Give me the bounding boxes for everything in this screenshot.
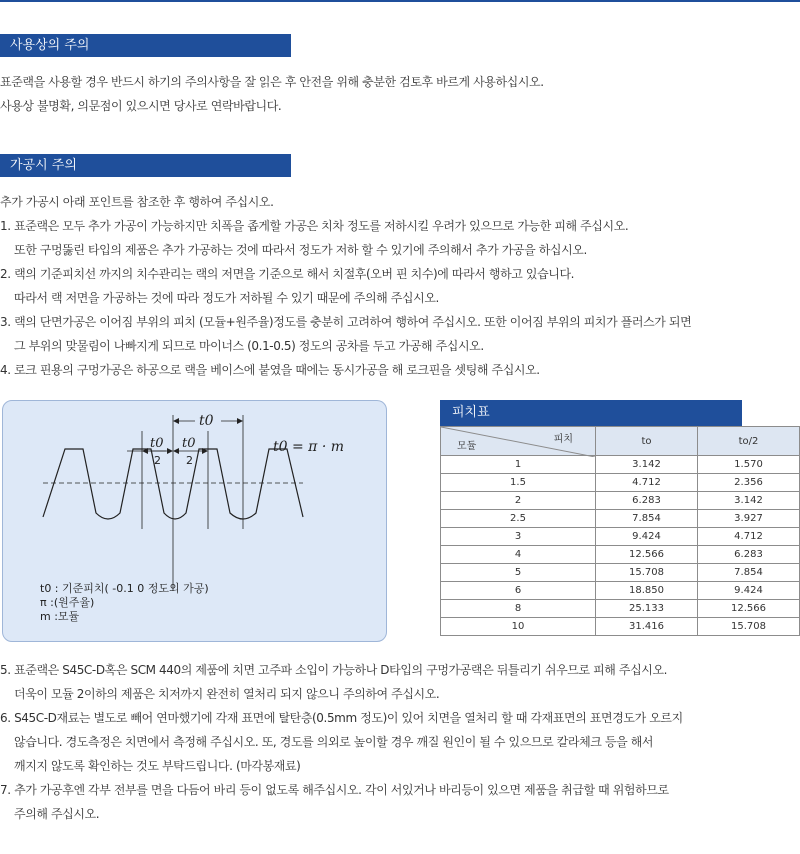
machining-line: 4. 로크 핀용의 구멍가공은 하공으로 랙을 베이스에 붙였을 때에는 동시가공을 해 로크핀을 셋팅해 주십시오. bbox=[0, 363, 540, 377]
t0-half-cell: 9.424 bbox=[698, 582, 800, 600]
legend-item: m :모듈 bbox=[40, 610, 80, 623]
top-rule bbox=[0, 0, 800, 2]
t0-cell: 25.133 bbox=[596, 600, 698, 618]
table-row bbox=[441, 600, 800, 618]
module-cell: 3 bbox=[441, 528, 596, 546]
section-title-usage-caution: 사용상의 주의 bbox=[0, 34, 291, 57]
header-module-label: 모듈 bbox=[457, 441, 477, 452]
table-row bbox=[441, 618, 800, 636]
module-cell: 10 bbox=[441, 618, 596, 636]
pitch-table-body bbox=[441, 456, 800, 636]
t0-cell: 7.854 bbox=[596, 510, 698, 528]
caution-line: 깨지지 않도록 확인하는 것도 부탁드립니다. (마각봉재료) bbox=[14, 759, 301, 773]
t0-cell: 15.708 bbox=[596, 564, 698, 582]
section-title-machining-caution: 가공시 주의 bbox=[0, 154, 291, 177]
machining-line: 3. 랙의 단면가공은 이어짐 부위의 피치 (모듈+원주율)정도를 충분히 고려하여 행하여 주십시오. 또한 이어짐 부위의 피치가 플러스가 되면 bbox=[0, 315, 692, 329]
module-cell: 1 bbox=[441, 456, 596, 474]
pitch-table-header-row bbox=[441, 427, 800, 456]
usage-caution-text bbox=[0, 70, 544, 118]
t0-cell: 3.142 bbox=[596, 456, 698, 474]
diagram-legend bbox=[40, 582, 209, 624]
caution-line: 주의해 주십시오. bbox=[14, 807, 100, 821]
t0-label: t0 bbox=[199, 413, 214, 429]
t0-cell: 18.850 bbox=[596, 582, 698, 600]
t0-half-cell: 15.708 bbox=[698, 618, 800, 636]
machining-line: 따라서 랙 저면을 가공하는 것에 따라 정도가 저하될 수 있기 때문에 주의해 주십시오. bbox=[14, 291, 439, 305]
legend-item: π :(원주율) bbox=[40, 596, 95, 609]
t0-cell: 6.283 bbox=[596, 492, 698, 510]
half-pitch-label-left: t0 bbox=[150, 436, 164, 451]
usage-line: 표준랙을 사용할 경우 반드시 하기의 주의사항을 잘 읽은 후 안전을 위해 충분한 검토후 바르게 사용하십시오. bbox=[0, 75, 544, 89]
table-row bbox=[441, 564, 800, 582]
half-pitch-den-left: 2 bbox=[154, 454, 161, 467]
half-pitch-label-right: t0 bbox=[182, 436, 196, 451]
t0-half-cell: 6.283 bbox=[698, 546, 800, 564]
t0-half-cell: 7.854 bbox=[698, 564, 800, 582]
legend-item: t0 : 기준피치( -0.1 0 정도의 가공) bbox=[40, 582, 209, 595]
table-row bbox=[441, 474, 800, 492]
machining-line: 그 부위의 맞물림이 나빠지게 되므로 마이너스 (0.1-0.5) 정도의 공차를 두고 가공해 주십시오. bbox=[14, 339, 484, 353]
t0-half-cell: 3.142 bbox=[698, 492, 800, 510]
caution-line: 5. 표준랙은 S45C-D혹은 SCM 440의 제품에 치면 고주파 소입이 가능하나 D타입의 구멍가공랙은 뒤틀리기 쉬우므로 피해 주십시오. bbox=[0, 663, 668, 677]
header-t0-half: to/2 bbox=[698, 427, 800, 456]
machining-line: 또한 구멍뚫린 타입의 제품은 추가 가공하는 것에 따라서 정도가 저하 할 수 있기에 주의해서 추가 가공을 하십시오. bbox=[14, 243, 587, 257]
module-cell: 5 bbox=[441, 564, 596, 582]
header-module-pitch bbox=[441, 427, 596, 456]
header-pitch-label: 피치 bbox=[553, 434, 573, 445]
t0-half-cell: 12.566 bbox=[698, 600, 800, 618]
caution-line: 더욱이 모듈 2이하의 제품은 치저까지 완전히 열처리 되지 않으니 주의하여 주십시오. bbox=[14, 687, 440, 701]
table-row bbox=[441, 528, 800, 546]
caution-line: 6. S45C-D재료는 별도로 빼어 연마했기에 각재 표면에 탈탄층(0.5mm 정도)이 있어 치면을 열처리 할 때 각재표면의 표면경도가 오르지 bbox=[0, 711, 683, 725]
module-cell: 8 bbox=[441, 600, 596, 618]
machining-line: 추가 가공시 아래 포인트를 참조한 후 행하여 주십시오. bbox=[0, 195, 274, 209]
module-cell: 6 bbox=[441, 582, 596, 600]
machining-line: 2. 랙의 기준피치선 까지의 치수관리는 랙의 저면을 기준으로 해서 치절후(오버 핀 치수)에 따라서 행하고 있습니다. bbox=[0, 267, 575, 281]
table-row bbox=[441, 510, 800, 528]
table-row bbox=[441, 456, 800, 474]
t0-cell: 12.566 bbox=[596, 546, 698, 564]
pitch-formula: t0 = π · m bbox=[273, 439, 344, 455]
module-cell: 4 bbox=[441, 546, 596, 564]
pitch-table bbox=[440, 426, 800, 636]
t0-half-cell: 1.570 bbox=[698, 456, 800, 474]
table-row bbox=[441, 492, 800, 510]
t0-cell: 4.712 bbox=[596, 474, 698, 492]
caution-line: 않습니다. 경도측정은 치면에서 측정해 주십시오. 또, 경도를 의외로 높이할 경우 깨질 원인이 될 수 있으므로 칼라체크 등을 해서 bbox=[14, 735, 654, 749]
t0-half-cell: 2.356 bbox=[698, 474, 800, 492]
pitch-table-title: 피치표 bbox=[440, 400, 742, 426]
table-row bbox=[441, 582, 800, 600]
t0-half-cell: 3.927 bbox=[698, 510, 800, 528]
t0-half-cell: 4.712 bbox=[698, 528, 800, 546]
machining-line: 1. 표준랙은 모두 추가 가공이 가능하지만 치폭을 좁게할 가공은 치차 정도를 저하시킬 우려가 있으므로 가능한 피해 주십시오. bbox=[0, 219, 629, 233]
machining-caution-text bbox=[0, 190, 691, 382]
module-cell: 1.5 bbox=[441, 474, 596, 492]
t0-cell: 9.424 bbox=[596, 528, 698, 546]
t0-cell: 31.416 bbox=[596, 618, 698, 636]
header-t0: to bbox=[596, 427, 698, 456]
half-pitch-den-right: 2 bbox=[186, 454, 193, 467]
caution-line: 7. 추가 가공후엔 각부 전부를 면을 다듬어 바리 등이 없도록 해주십시오. 각이 서있거나 바리등이 있으면 제품을 취급할 때 위험하므로 bbox=[0, 783, 669, 797]
module-cell: 2.5 bbox=[441, 510, 596, 528]
module-cell: 2 bbox=[441, 492, 596, 510]
heat-treatment-caution-text bbox=[0, 658, 683, 826]
table-row bbox=[441, 546, 800, 564]
usage-line: 사용상 불명확, 의문점이 있으시면 당사로 연락바랍니다. bbox=[0, 99, 282, 113]
